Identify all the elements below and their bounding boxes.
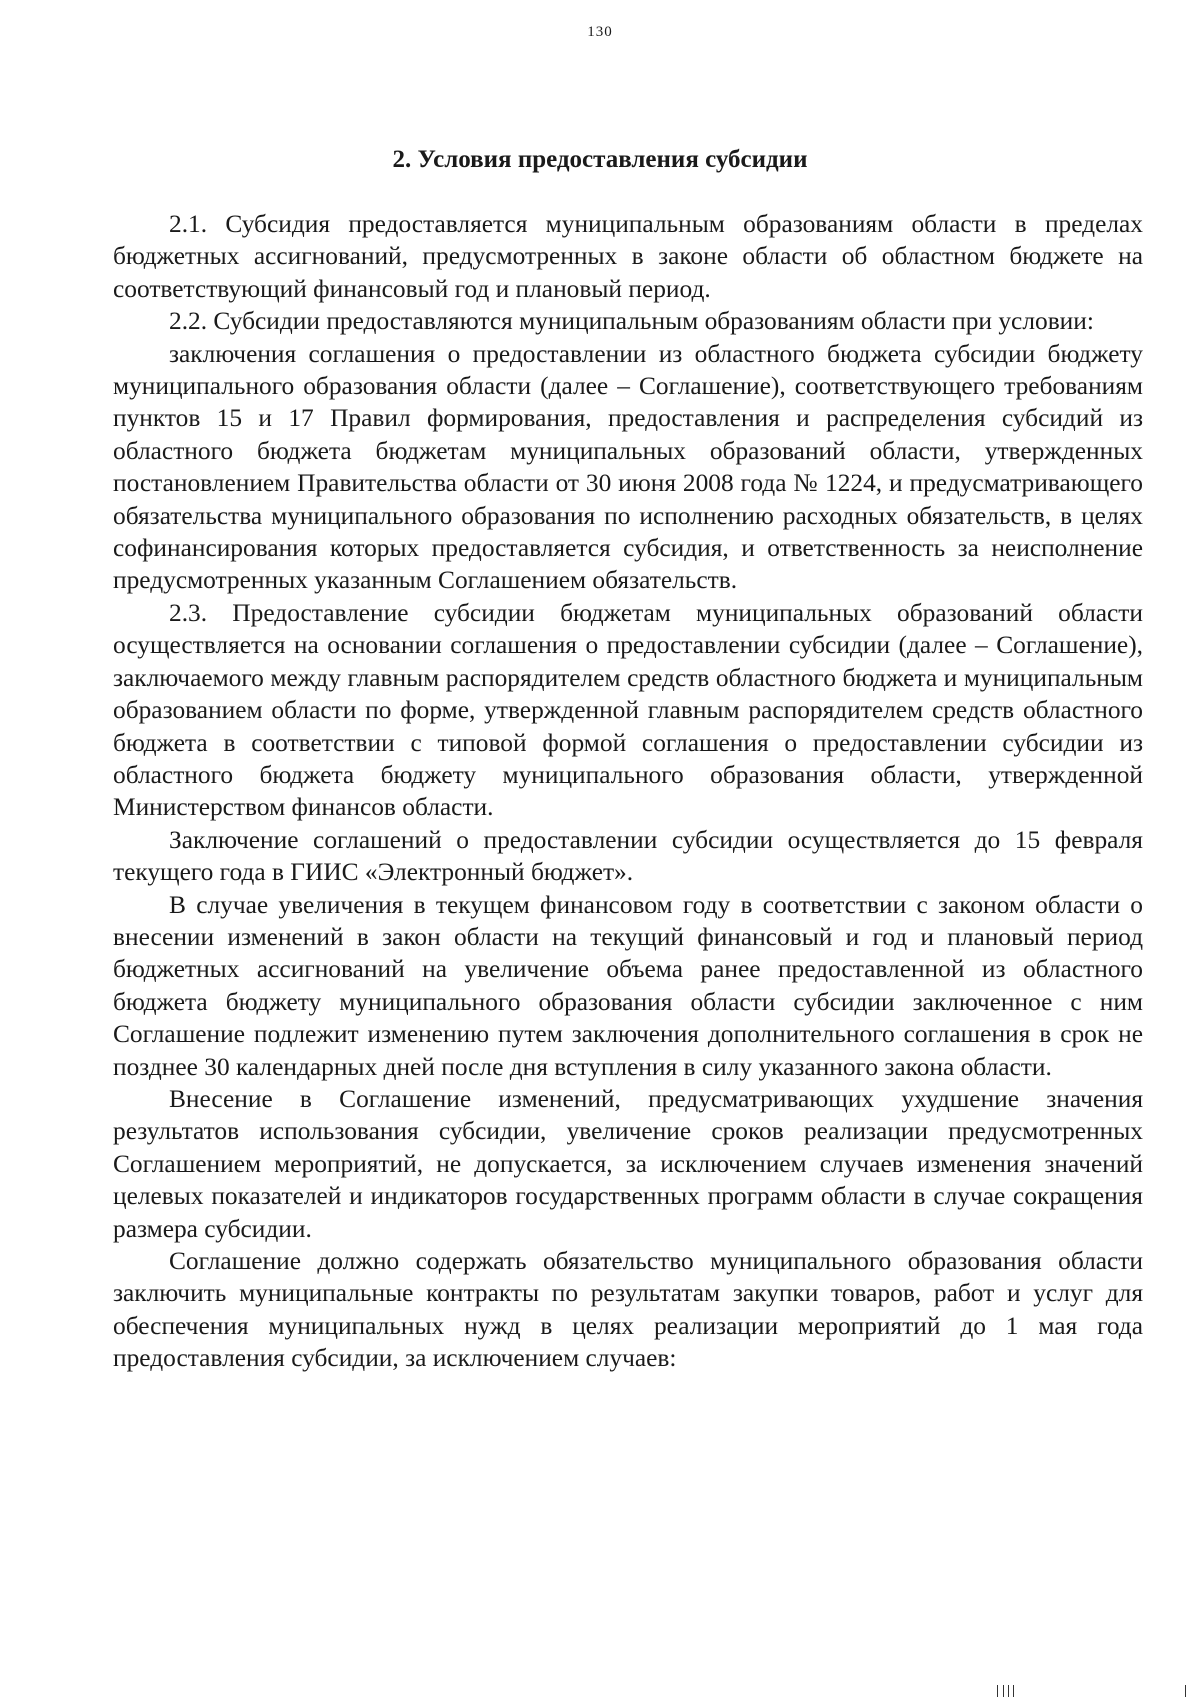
paragraph-budget-increase: В случае увеличения в текущем финансовом году в соответствии с законом области о внесении изменений в закон области на текущий финансовый и год и плановый период бюджетных ассигнований на увеличение объема ранее предоставленной из областного бюджета бюджету муниципального образования области субсидии заключенное с ним Соглашение подлежит изменению путем заключения дополнительного соглашения в срок не позднее 30 календарных дней после дня вступления в силу указанного закона области.: [113, 890, 1143, 1081]
paragraph-2-1: 2.1. Субсидия предоставляется муниципальным образованиям области в пределах бюджетных ассигнований, предусмотренных в законе области об областном бюджете на соответствующий финансовый год и плановый период.: [113, 210, 1143, 303]
paragraph-agreement-condition: заключения соглашения о предоставлении из областного бюджета субсидии бюджету муниципального образования области (далее – Соглашение), соответствующего требованиям пунктов 15 и 17 Правил формирования, предоставления и распределения субсидий из областного бюджета бюджетам муниципальных образований области, утвержденных постановлением Правительства области от 30 июня 2008 года № 1224, и предусматривающего обязательства муниципального образования по исполнению расходных обязательств, в целях софинансирования которых предоставляется субсидия, и ответственность за неисполнение предусмотренных указанным Соглашением обязательств.: [113, 339, 1143, 595]
scan-mark: [1013, 1685, 1015, 1697]
paragraph-agreement-deadline: Заключение соглашений о предоставлении субсидии осуществляется до 15 февраля текущего года в ГИИС «Электронный бюджет».: [113, 825, 1143, 887]
page-number: 130: [587, 24, 613, 40]
paragraph-amendments: Внесение в Соглашение изменений, предусматривающих ухудшение значения результатов использования субсидии, увеличение сроков реализации предусмотренных Соглашением мероприятий, не допускается, за исключением случаев изменения значений целевых показателей и индикаторов государственных программ области в случае сокращения размера субсидии.: [113, 1084, 1143, 1243]
paragraph-contract-obligation: Соглашение должно содержать обязательство муниципального образования области заключить муниципальные контракты по результатам закупки товаров, работ и услуг для обеспечения муниципальных нужд в целях реализации мероприятий до 1 мая года предоставления субсидии, за исключением случаев:: [113, 1247, 1143, 1373]
scan-mark: [1003, 1685, 1005, 1697]
scan-mark: [997, 1685, 999, 1697]
scan-mark: [1185, 1685, 1187, 1697]
paragraph-2-2: 2.2. Субсидии предоставляются муниципальным образованиям области при условии:: [169, 307, 1094, 336]
document-body: [113, 208, 1143, 1375]
scan-marks: [0, 1685, 1200, 1697]
scan-mark: [1008, 1685, 1010, 1697]
section-title: 2. Условия предоставления субсидии: [392, 146, 808, 173]
paragraph-2-3: 2.3. Предоставление субсидии бюджетам муниципальных образований области осуществляется на основании соглашения о предоставлении субсидии (далее – Соглашение), заключаемого между главным распорядителем средств областного бюджета и муниципальным образованием области по форме, утвержденной главным распорядителем средств областного бюджета в соответствии с типовой формой соглашения о предоставлении субсидии из областного бюджета бюджету муниципального образования области, утвержденной Министерством финансов области.: [113, 598, 1143, 822]
